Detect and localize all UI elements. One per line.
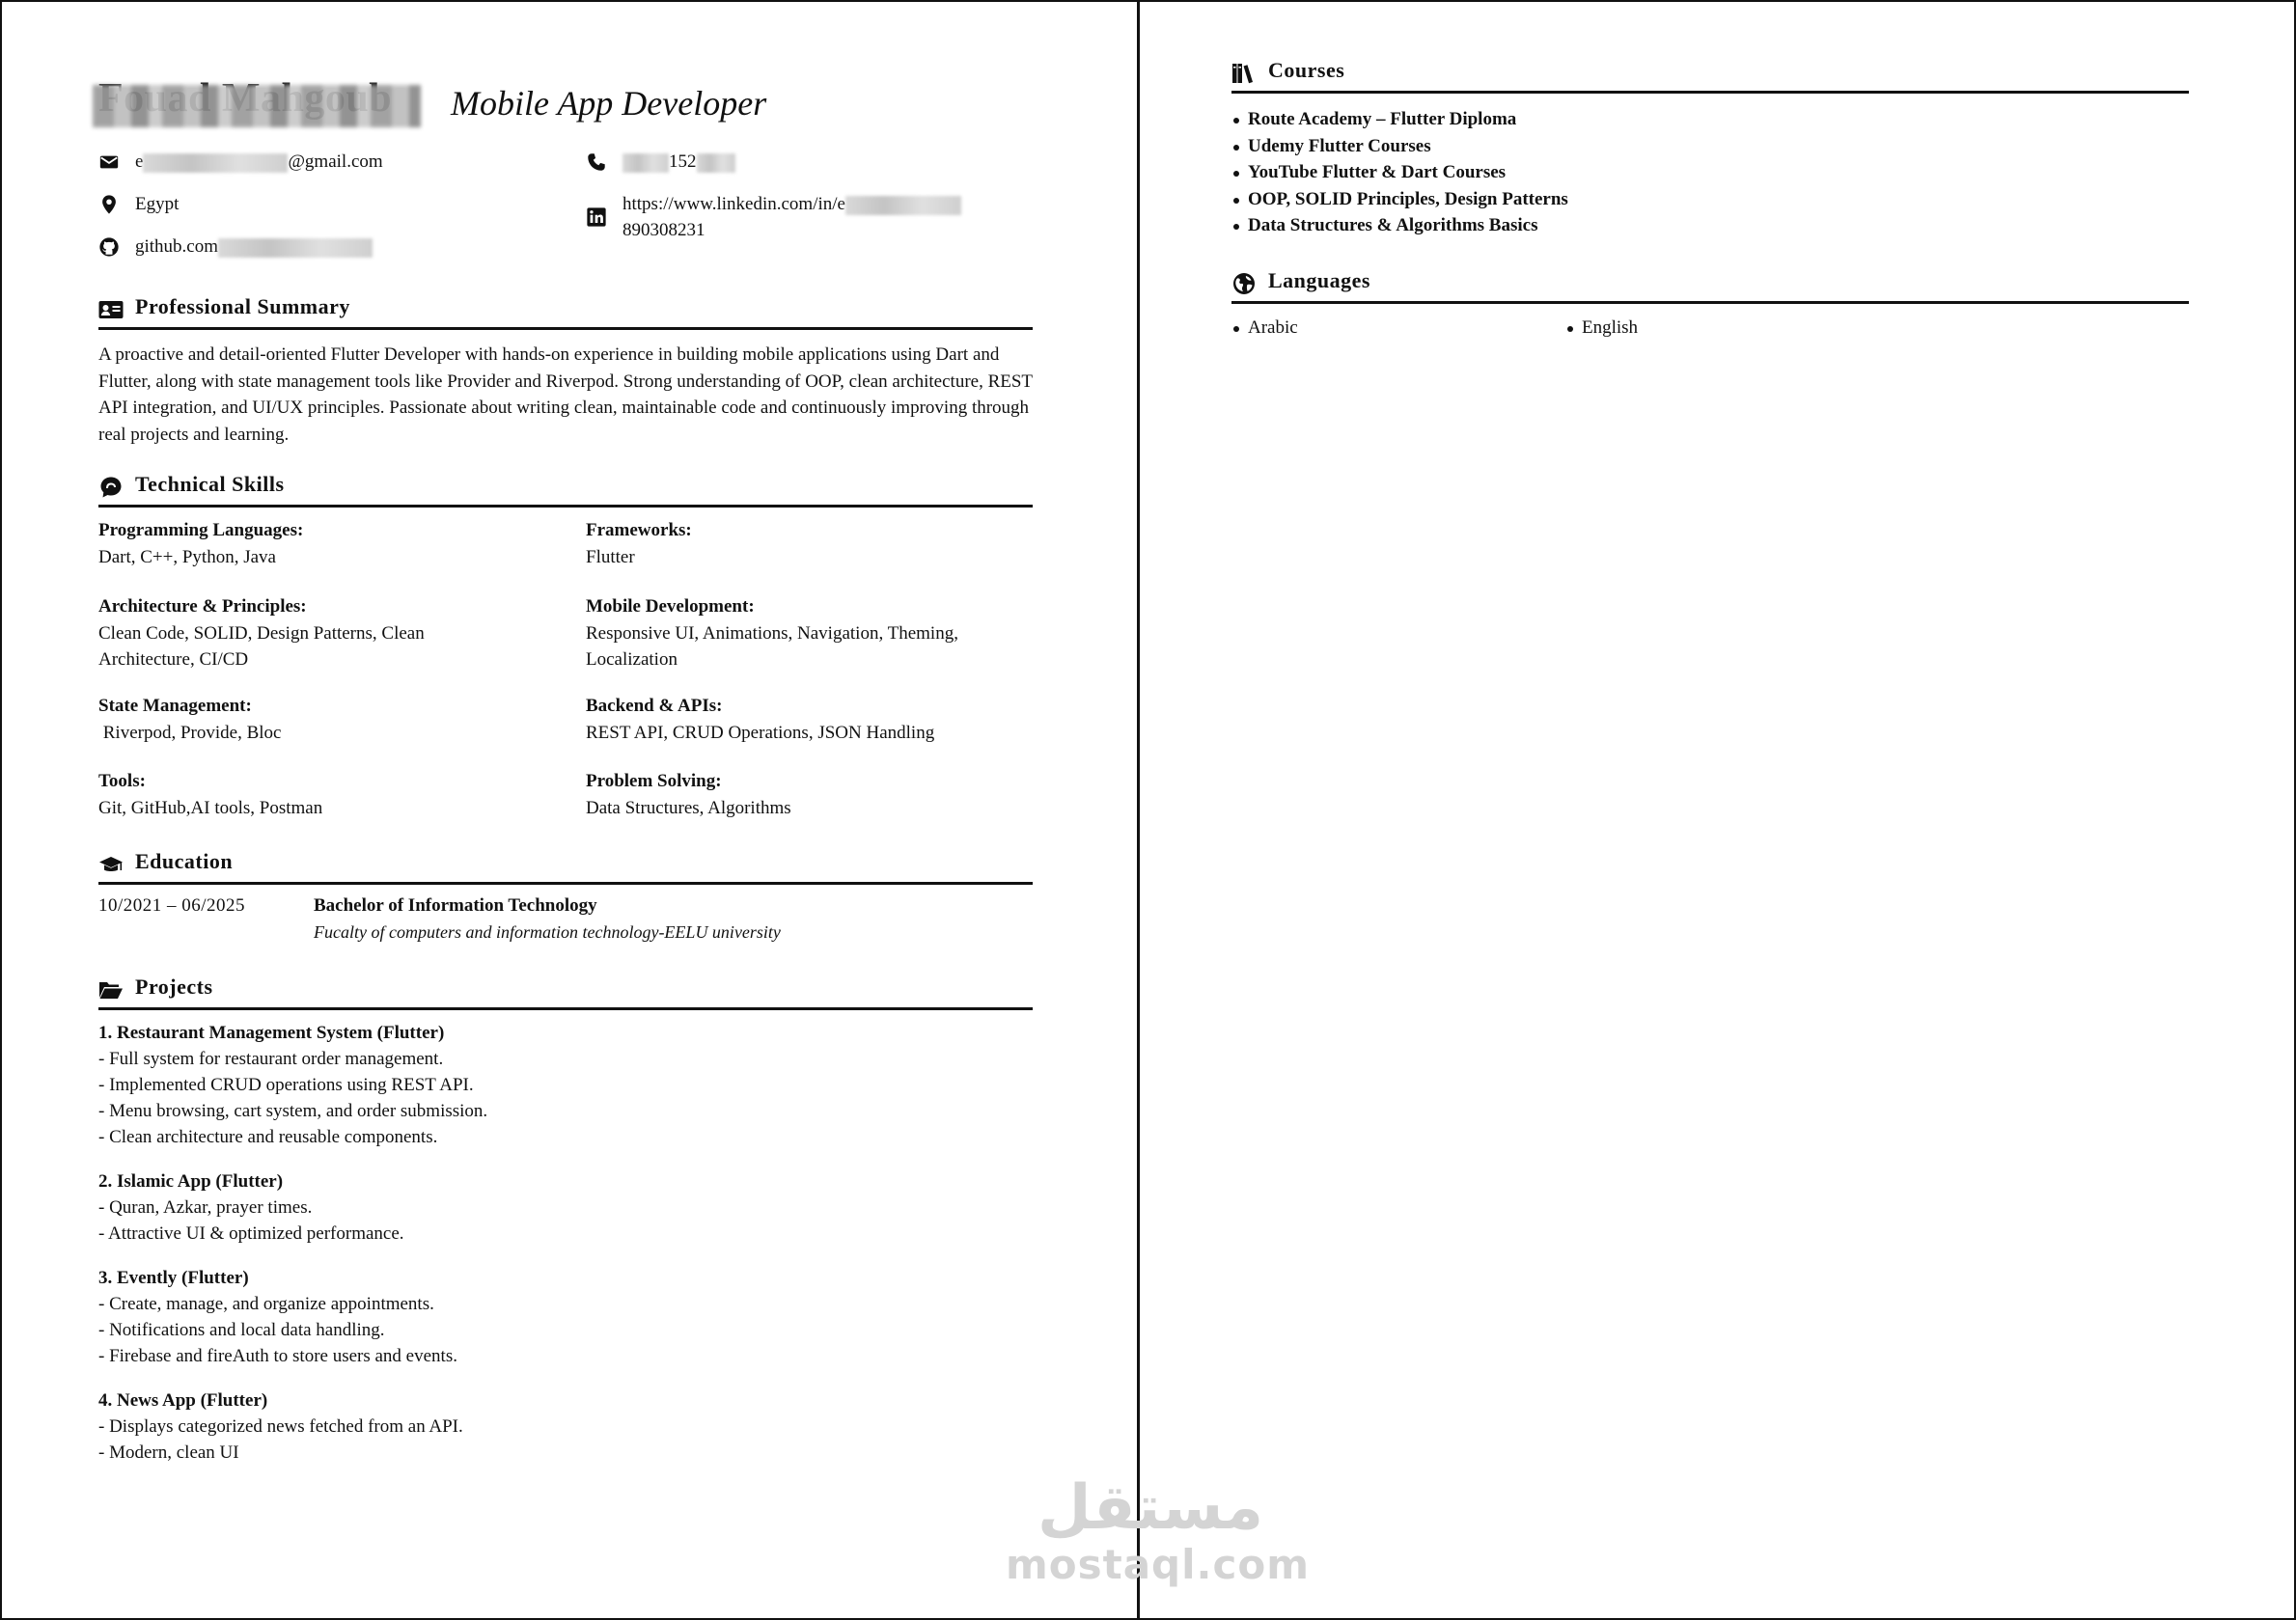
github-redaction xyxy=(218,238,373,258)
section-courses xyxy=(1231,58,2189,94)
education-school: Fucalty of computers and information technology-EELU university xyxy=(314,922,781,942)
summary-text: A proactive and detail-oriented Flutter Developer with hands-on experience in building mobile applications using Dart and Flutter, along with state management tools like Provider and Riverpod. Strong understanding of OOP, clean architecture, REST API integration, and UI/UX principles. Passionate about writing clean, maintainable code and continuously improving through real projects and learning. xyxy=(98,344,1033,445)
project-line: - Full system for restaurant order management. xyxy=(98,1049,444,1069)
project-item xyxy=(98,1387,463,1466)
map-pin-icon xyxy=(98,194,120,215)
project-line: - Modern, clean UI xyxy=(98,1442,239,1463)
language-item: English xyxy=(1565,315,1638,342)
section-technical-skills xyxy=(98,472,1033,508)
project-line: - Clean architecture and reusable components. xyxy=(98,1127,438,1147)
project-title: 1. Restaurant Management System (Flutter) xyxy=(98,1023,445,1043)
phone-redaction-tail xyxy=(697,153,735,173)
project-line: - Displays categorized news fetched from an API. xyxy=(98,1416,463,1437)
section-title: Technical Skills xyxy=(135,472,285,496)
education-date: 10/2021 – 06/2025 xyxy=(98,895,246,916)
language-item: Arabic xyxy=(1231,315,1298,342)
course-item: Udemy Flutter Courses xyxy=(1231,133,1568,160)
location-text: Egypt xyxy=(135,194,180,214)
header xyxy=(98,75,1033,133)
course-item: OOP, SOLID Principles, Design Patterns xyxy=(1231,186,1568,213)
globe-icon xyxy=(1231,272,1257,295)
project-title: 2. Islamic App (Flutter) xyxy=(98,1171,284,1192)
course-item: Route Academy – Flutter Diploma xyxy=(1231,106,1568,133)
skill-architecture xyxy=(98,593,465,673)
project-line: - Quran, Azkar, prayer times. xyxy=(98,1197,313,1218)
skill-label: Programming Languages: xyxy=(98,520,304,540)
envelope-icon xyxy=(98,151,120,173)
graduation-cap-icon xyxy=(98,853,124,876)
skill-label: Architecture & Principles: xyxy=(98,596,307,617)
skill-value: Riverpod, Provide, Bloc xyxy=(98,722,282,743)
skill-mobile-development xyxy=(586,593,1030,673)
project-title: 3. Evently (Flutter) xyxy=(98,1268,249,1288)
courses-list xyxy=(1231,106,1568,239)
email-prefix: e xyxy=(135,151,144,172)
skill-label: State Management: xyxy=(98,696,252,716)
email-suffix: @gmail.com xyxy=(288,151,383,172)
linkedin-url: https://www.linkedin.com/in/e xyxy=(622,194,845,214)
folder-open-icon xyxy=(98,978,124,1002)
skill-value: Dart, C++, Python, Java xyxy=(98,546,276,567)
mostaql-watermark xyxy=(1006,1472,1310,1588)
id-card-icon xyxy=(98,298,124,321)
project-item xyxy=(98,1020,487,1150)
skill-value: Data Structures, Algorithms xyxy=(586,797,791,818)
project-line: - Attractive UI & optimized performance. xyxy=(98,1223,404,1244)
skill-label: Backend & APIs: xyxy=(586,696,723,716)
skill-tools xyxy=(98,768,542,821)
section-professional-summary xyxy=(98,294,1033,330)
project-title: 4. News App (Flutter) xyxy=(98,1390,268,1411)
section-title: Professional Summary xyxy=(135,294,350,318)
watermark-arabic: مستقل xyxy=(1037,1472,1264,1544)
section-education xyxy=(98,849,1033,885)
phone-icon xyxy=(586,151,607,173)
github-url: github.com xyxy=(135,236,219,257)
section-projects xyxy=(98,975,1033,1010)
name-redaction xyxy=(93,85,421,127)
skill-state-management xyxy=(98,693,542,746)
books-icon xyxy=(1231,62,1257,85)
language-item-1 xyxy=(1231,315,1298,342)
course-item: Data Structures & Algorithms Basics xyxy=(1231,212,1568,239)
project-item xyxy=(98,1168,404,1247)
brain-icon xyxy=(98,476,124,499)
skill-label: Tools: xyxy=(98,771,146,791)
language-item-2 xyxy=(1565,315,1638,342)
skill-label: Frameworks: xyxy=(586,520,692,540)
project-line: - Create, manage, and organize appointments. xyxy=(98,1294,434,1314)
job-title: Mobile App Developer xyxy=(451,84,767,123)
skill-value: REST API, CRUD Operations, JSON Handling xyxy=(586,722,935,743)
course-item: YouTube Flutter & Dart Courses xyxy=(1231,159,1568,186)
skill-label: Mobile Development: xyxy=(586,596,755,617)
linkedin-icon xyxy=(586,206,607,228)
skill-programming-languages xyxy=(98,517,542,570)
project-line: - Firebase and fireAuth to store users and events. xyxy=(98,1346,457,1366)
linkedin-url-tail: 890308231 xyxy=(622,220,705,240)
project-line: - Implemented CRUD operations using REST API. xyxy=(98,1075,474,1095)
skill-label: Problem Solving: xyxy=(586,771,722,791)
linkedin-redaction xyxy=(845,196,961,215)
education-degree: Bachelor of Information Technology xyxy=(314,895,597,916)
skill-frameworks xyxy=(586,517,1030,570)
skill-value: Flutter xyxy=(586,546,635,567)
github-icon xyxy=(98,236,120,258)
skill-value: Responsive UI, Animations, Navigation, Theming, Localization xyxy=(586,622,958,670)
section-title: Courses xyxy=(1268,58,1345,82)
skill-backend-apis xyxy=(586,693,1030,746)
email-redaction xyxy=(143,153,288,173)
skill-value: Git, GitHub,AI tools, Postman xyxy=(98,797,323,818)
phone-number: 152 xyxy=(669,151,697,172)
project-line: - Menu browsing, cart system, and order submission. xyxy=(98,1101,488,1121)
project-line: - Notifications and local data handling. xyxy=(98,1320,385,1340)
section-title: Projects xyxy=(135,975,213,999)
skill-value: Clean Code, SOLID, Design Patterns, Clean Architecture, CI/CD xyxy=(98,622,425,670)
section-title: Education xyxy=(135,849,234,873)
section-title: Languages xyxy=(1268,268,1370,292)
watermark-latin: mostaql.com xyxy=(1006,1541,1310,1588)
phone-redaction xyxy=(622,153,669,173)
section-languages xyxy=(1231,268,2189,304)
skill-problem-solving xyxy=(586,768,1030,821)
project-item xyxy=(98,1265,457,1369)
page-divider xyxy=(1137,0,1140,1620)
